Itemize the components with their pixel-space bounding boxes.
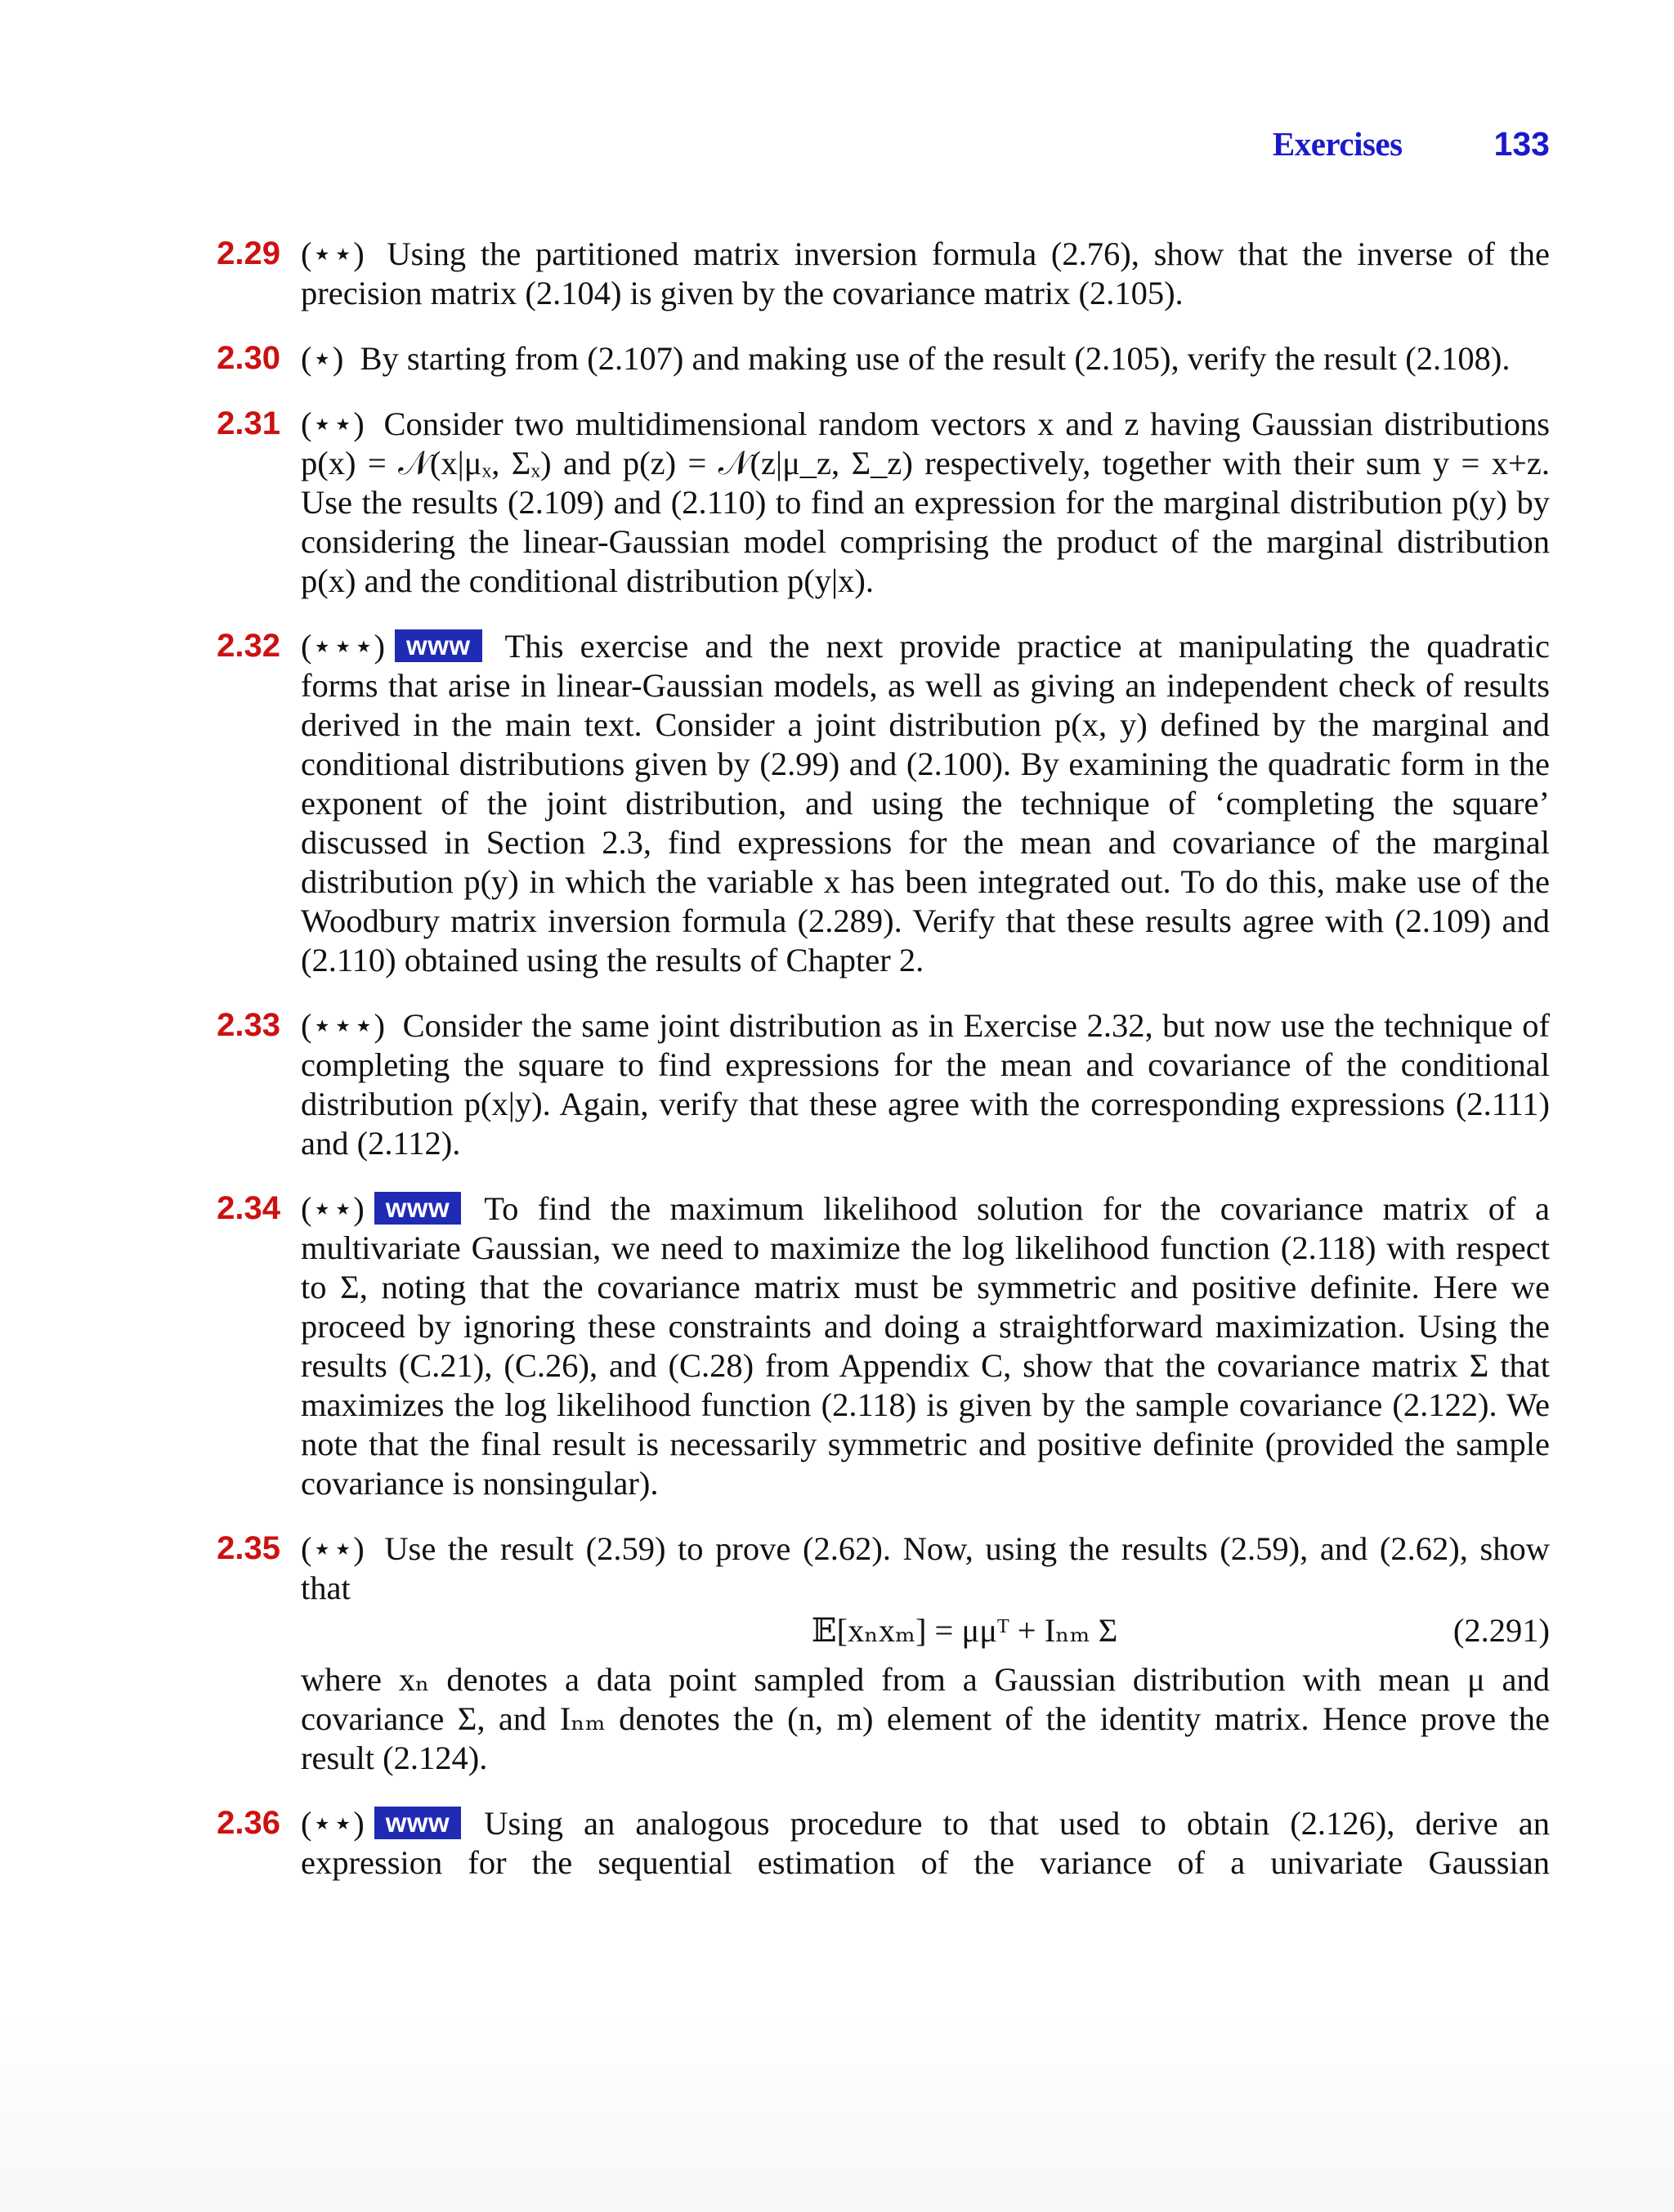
page-bottom-shade <box>0 2011 1674 2212</box>
exercise-text-continued: where xₙ denotes a data point sampled from a Gaussian distribution with mean μ and covariance Σ, and Iₙₘ denotes the (n, m) element of the identity matrix. Hence prove the result (2.124). <box>301 1661 1550 1776</box>
exercise-text <box>301 1804 1550 1883</box>
exercise-2-29 <box>217 235 1550 313</box>
exercise-number: 2.29 <box>217 235 280 271</box>
exercise-statement: Use the result (2.59) to prove (2.62). Now, using the results (2.59), and (2.62), show that <box>301 1530 1551 1606</box>
exercise-text <box>301 1006 1550 1163</box>
difficulty-stars: (⋆⋆) <box>301 1530 365 1567</box>
exercise-statement: Consider two multidimensional random vectors x and z having Gaussian distributions p(x) = 𝒩(x|μₓ, Σₓ) and p(z) = 𝒩(z|μ_z, Σ_z) respectively, together with their sum y = x+z. Use the results (2.109) and (2.110) to find an expression for the marginal distribution p(y) by considering the linear-Gaussian model comprising the product of the marginal distribution p(x) and the conditional distribution p(y|x). <box>301 405 1550 599</box>
exercise-text <box>301 1189 1550 1503</box>
exercise-statement: To find the maximum likelihood solution for the covariance matrix of a multivariate Gaussian, we need to maximize the log likelihood function (2.118) with respect to Σ, noting that the covariance matrix must be symmetric and positive definite. Here we proceed by ignoring these constraints and doing a straightforward maximization. Using the results (C.21), (C.26), and (C.28) from Appendix C, show that the covariance matrix Σ that maximizes the log likelihood function (2.118) is given by the sample covariance (2.122). We note that the final result is necessarily symmetric and positive definite (provided the sample covariance is nonsingular). <box>301 1190 1550 1502</box>
exercise-text <box>301 1529 1550 1608</box>
www-solution-badge[interactable]: www <box>374 1192 462 1225</box>
exercise-number: 2.30 <box>217 340 280 376</box>
exercise-2-33 <box>217 1006 1551 1163</box>
exercise-text <box>301 235 1550 313</box>
exercise-statement: By starting from (2.107) and making use of the result (2.105), verify the result (2.108). <box>360 340 1511 377</box>
exercise-number: 2.34 <box>217 1190 280 1226</box>
www-solution-badge[interactable]: www <box>374 1807 462 1839</box>
difficulty-stars: (⋆⋆) <box>301 235 365 272</box>
display-equation <box>301 1611 1550 1652</box>
exercise-number: 2.36 <box>217 1805 280 1841</box>
exercise-statement: This exercise and the next provide practice at manipulating the quadratic forms that arise in linear-Gaussian models, as well as giving an independent check of results derived in the main text. Consider a joint distribution p(x, y) defined by the marginal and conditional distributions given by (2.99) and (2.100). By examining the quadratic form in the exponent of the joint distribution, and using the technique of ‘completing the square’ discussed in Section 2.3, find expressions for the mean and covariance of the marginal distribution p(y) in which the variable x has been integrated out. To do this, make use of the Woodbury matrix inversion formula (2.289). Verify that these results agree with (2.109) and (2.110) obtained using the results of Chapter 2. <box>301 628 1550 978</box>
exercise-text <box>301 339 1550 378</box>
section-title: Exercises <box>1272 125 1403 163</box>
exercise-number: 2.33 <box>217 1007 280 1043</box>
exercise-2-31 <box>217 405 1550 601</box>
exercise-number: 2.31 <box>217 405 280 441</box>
difficulty-stars: (⋆⋆) <box>301 1190 365 1227</box>
exercise-2-34 <box>217 1189 1550 1503</box>
exercise-text <box>301 405 1550 601</box>
exercise-number: 2.32 <box>217 628 280 664</box>
exercise-text <box>301 627 1550 980</box>
difficulty-stars: (⋆⋆⋆) <box>301 1007 386 1044</box>
exercise-2-30 <box>217 339 1550 378</box>
running-head <box>1273 124 1550 173</box>
difficulty-stars: (⋆⋆) <box>301 1805 365 1842</box>
exercise-statement: Consider the same joint distribution as in Exercise 2.32, but now use the technique of completing the square to find expressions for the mean and covariance of the conditional distribution p(x|y). Again, verify that these agree with the corresponding expressions (2.111) and (2.112). <box>301 1007 1551 1162</box>
page-number: 133 <box>1493 125 1550 163</box>
exercise-2-35 <box>217 1529 1551 1778</box>
difficulty-stars: (⋆⋆) <box>301 405 365 442</box>
equation-body: 𝔼[xₙxₘ] = μμᵀ + Iₙₘ Σ <box>811 1612 1118 1649</box>
exercise-list <box>217 235 1551 1909</box>
difficulty-stars: (⋆) <box>301 340 344 377</box>
exercise-number: 2.35 <box>217 1530 280 1566</box>
equation-label: (2.291) <box>1452 1612 1550 1649</box>
exercise-statement: Using an analogous procedure to that used to obtain (2.126), derive an expression for the sequential estimation of the variance of a univariate Gaussian <box>301 1805 1550 1881</box>
exercise-2-36 <box>217 1804 1550 1883</box>
www-solution-badge[interactable]: www <box>395 629 482 662</box>
exercise-statement: Using the partitioned matrix inversion formula (2.76), show that the inverse of the precision matrix (2.104) is given by the covariance matrix (2.105). <box>301 235 1550 311</box>
difficulty-stars: (⋆⋆⋆) <box>301 628 386 665</box>
exercise-2-32 <box>217 627 1550 980</box>
